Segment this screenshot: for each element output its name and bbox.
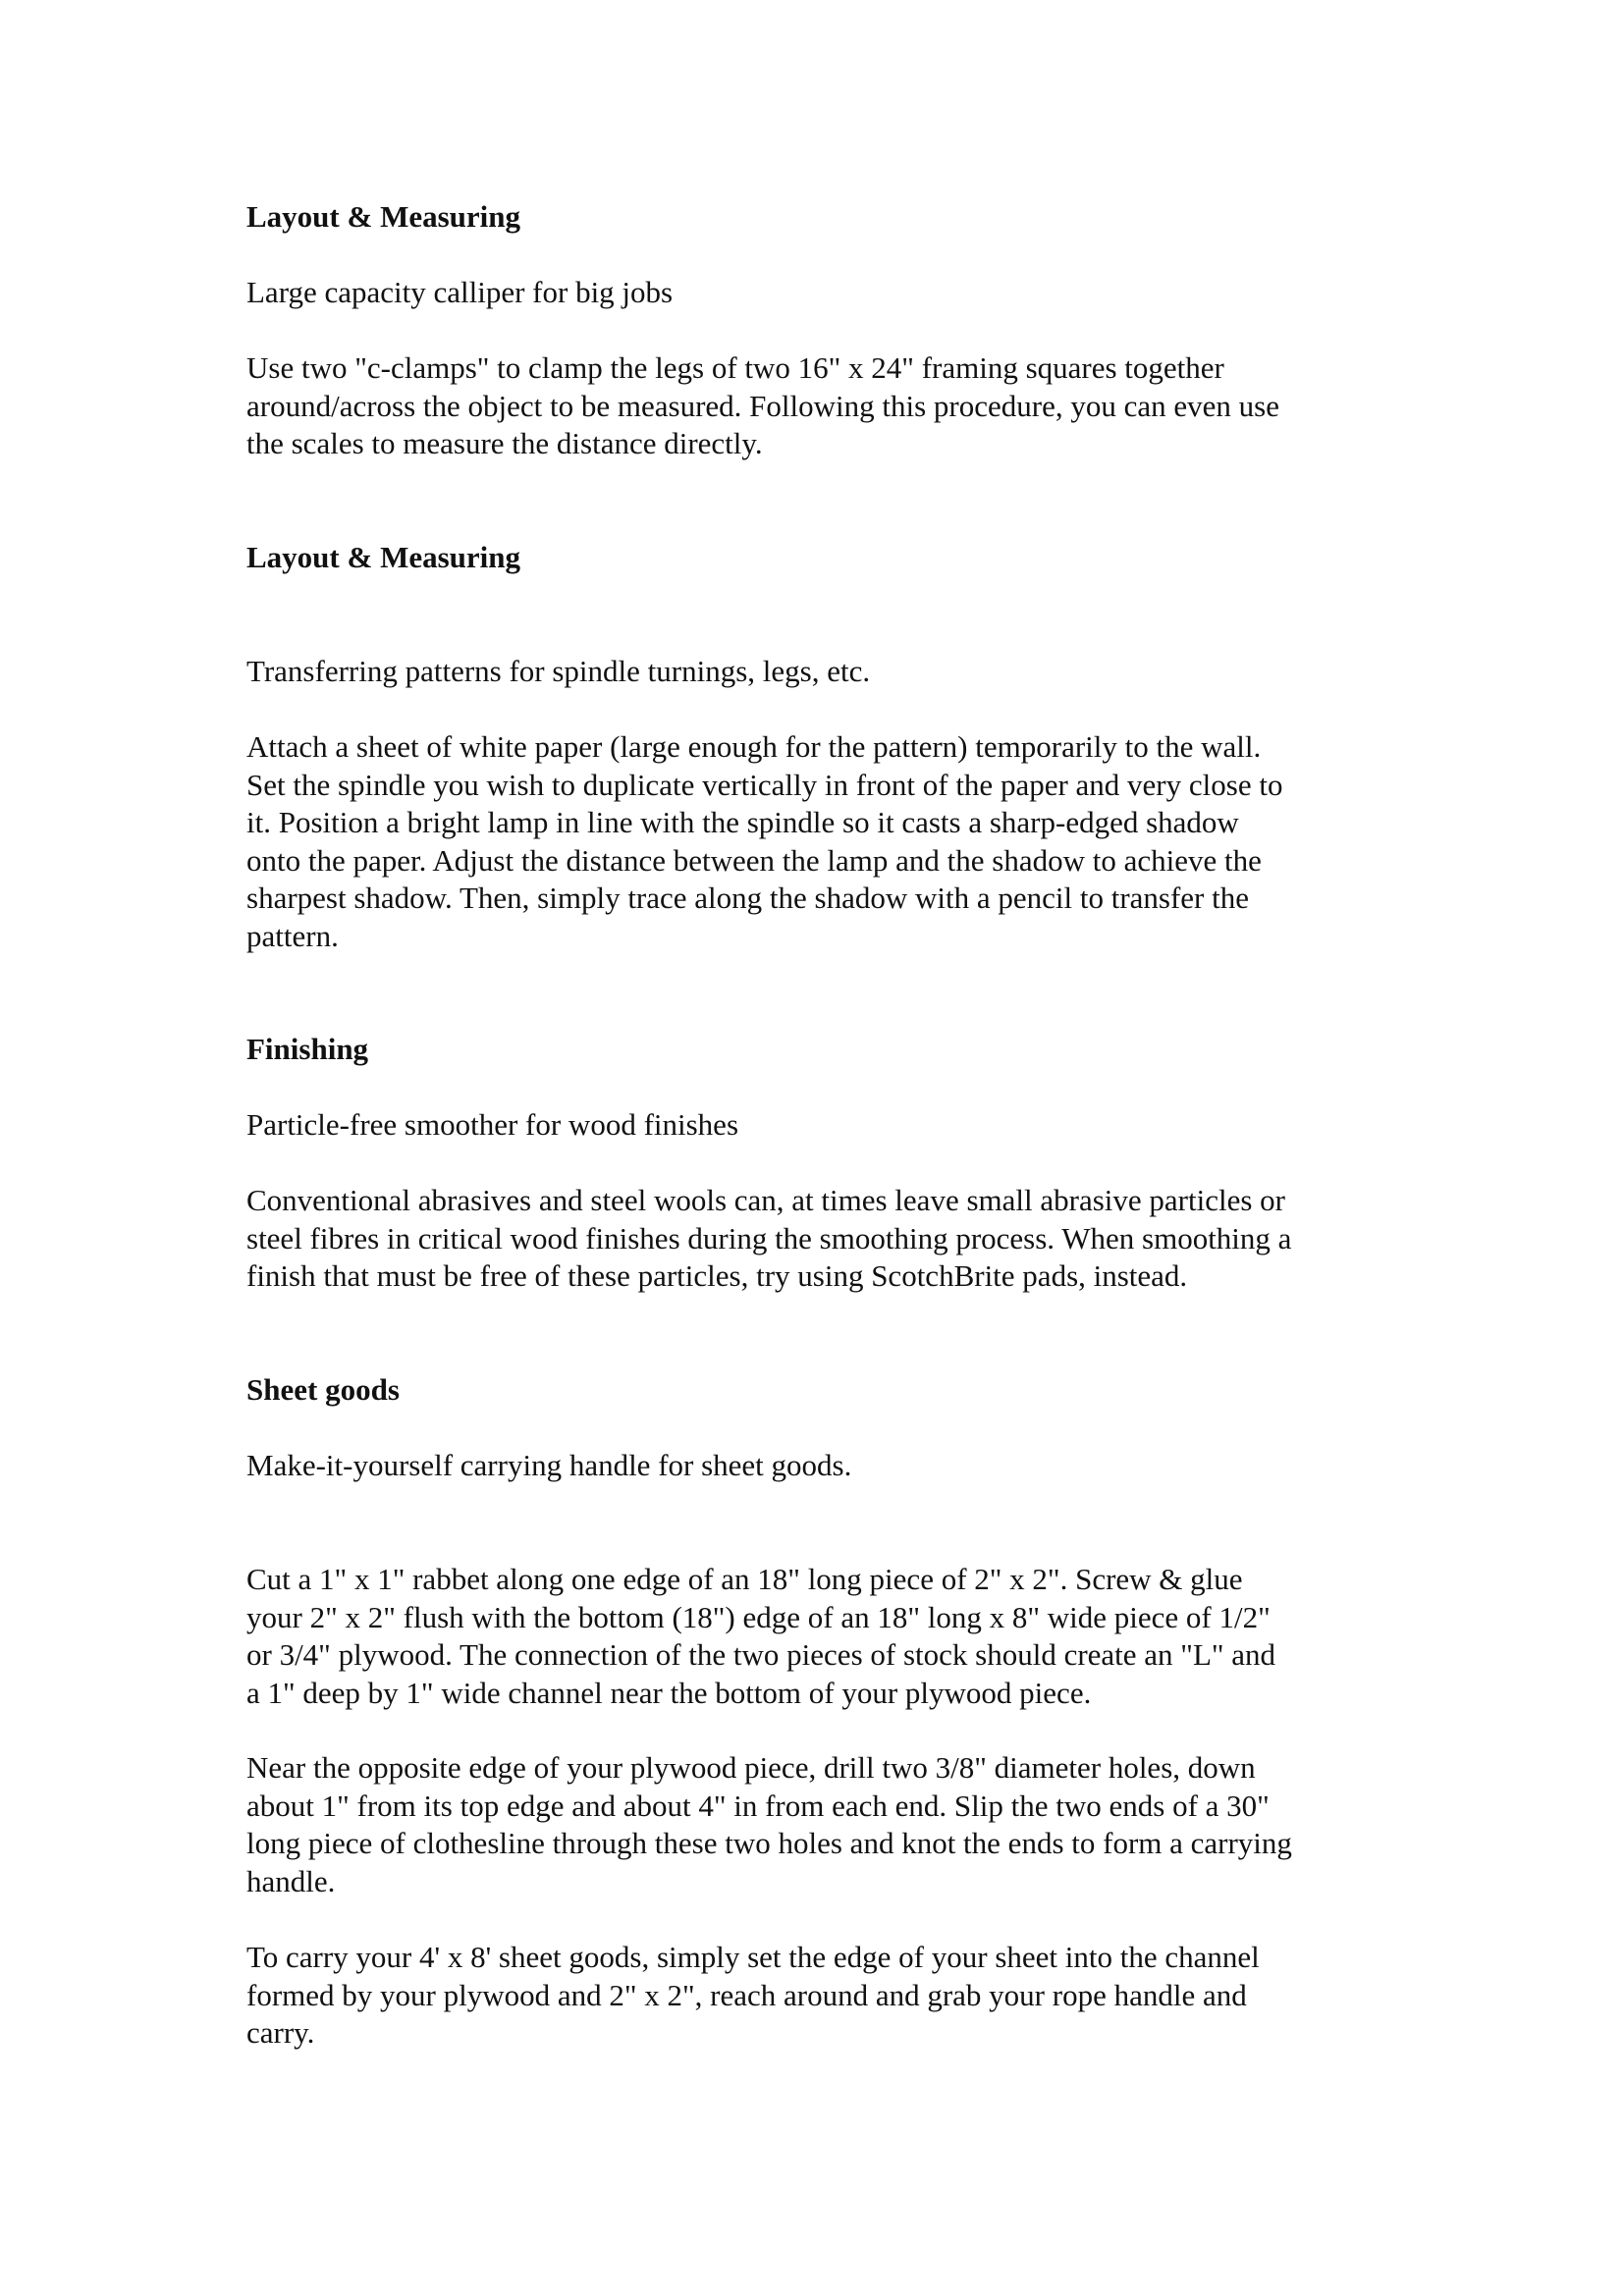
text-line: about 1" from its top edge and about 4" in from each end. Slip the two ends of a 30" (246, 1788, 1270, 1823)
text-line: the scales to measure the distance directly. (246, 426, 763, 460)
body-paragraph (246, 1939, 1425, 2053)
body-paragraph (246, 1749, 1425, 1900)
body-paragraph (246, 349, 1425, 463)
section-heading: Layout & Measuring (246, 199, 520, 234)
text-line: Attach a sheet of white paper (large enough for the pattern) temporarily to the wall. (246, 729, 1262, 764)
text-line: around/across the object to be measured. Following this procedure, you can even use (246, 388, 1279, 423)
text-line: carry. (246, 2015, 315, 2050)
section-subtitle: Particle-free smoother for wood finishes (246, 1107, 739, 1142)
body-paragraph (246, 728, 1425, 955)
section-subtitle: Transferring patterns for spindle turnings, legs, etc. (246, 654, 871, 688)
text-line: To carry your 4' x 8' sheet goods, simply set the edge of your sheet into the channel (246, 1940, 1260, 1974)
text-line: pattern. (246, 918, 339, 953)
text-line: handle. (246, 1863, 336, 1898)
section-heading: Layout & Measuring (246, 540, 520, 574)
text-line: or 3/4" plywood. The connection of the two pieces of stock should create an "L" and (246, 1637, 1276, 1672)
text-line: your 2" x 2" flush with the bottom (18") edge of an 18" long x 8" wide piece of 1/2" (246, 1599, 1271, 1634)
text-line: a 1" deep by 1" wide channel near the bottom of your plywood piece. (246, 1675, 1092, 1710)
text-line: long piece of clothesline through these two holes and knot the ends to form a carrying (246, 1826, 1292, 1860)
text-line: sharpest shadow. Then, simply trace along the shadow with a pencil to transfer the (246, 881, 1250, 915)
text-line: Conventional abrasives and steel wools can, at times leave small abrasive particles or (246, 1183, 1285, 1217)
section-heading: Sheet goods (246, 1372, 400, 1407)
section-heading: Finishing (246, 1032, 369, 1066)
text-line: steel fibres in critical wood finishes during the smoothing process. When smoothing a (246, 1220, 1292, 1255)
text-line: finish that must be free of these particles, try using ScotchBrite pads, instead. (246, 1258, 1188, 1293)
body-paragraph (246, 1182, 1425, 1296)
body-paragraph (246, 1561, 1425, 1712)
text-line: Set the spindle you wish to duplicate vertically in front of the paper and very close to (246, 767, 1283, 802)
text-line: Cut a 1" x 1" rabbet along one edge of an 18" long piece of 2" x 2". Screw & glue (246, 1562, 1243, 1596)
section-subtitle: Make-it-yourself carrying handle for sheet goods. (246, 1448, 852, 1482)
section-subtitle: Large capacity calliper for big jobs (246, 275, 674, 309)
text-line: it. Position a bright lamp in line with the spindle so it casts a sharp-edged shadow (246, 805, 1239, 839)
text-line: Near the opposite edge of your plywood piece, drill two 3/8" diameter holes, down (246, 1750, 1256, 1785)
text-line: Use two "c-clamps" to clamp the legs of two 16" x 24" framing squares together (246, 350, 1224, 385)
text-line: formed by your plywood and 2" x 2", reach around and grab your rope handle and (246, 1977, 1247, 2012)
text-line: onto the paper. Adjust the distance between the lamp and the shadow to achieve the (246, 842, 1262, 878)
